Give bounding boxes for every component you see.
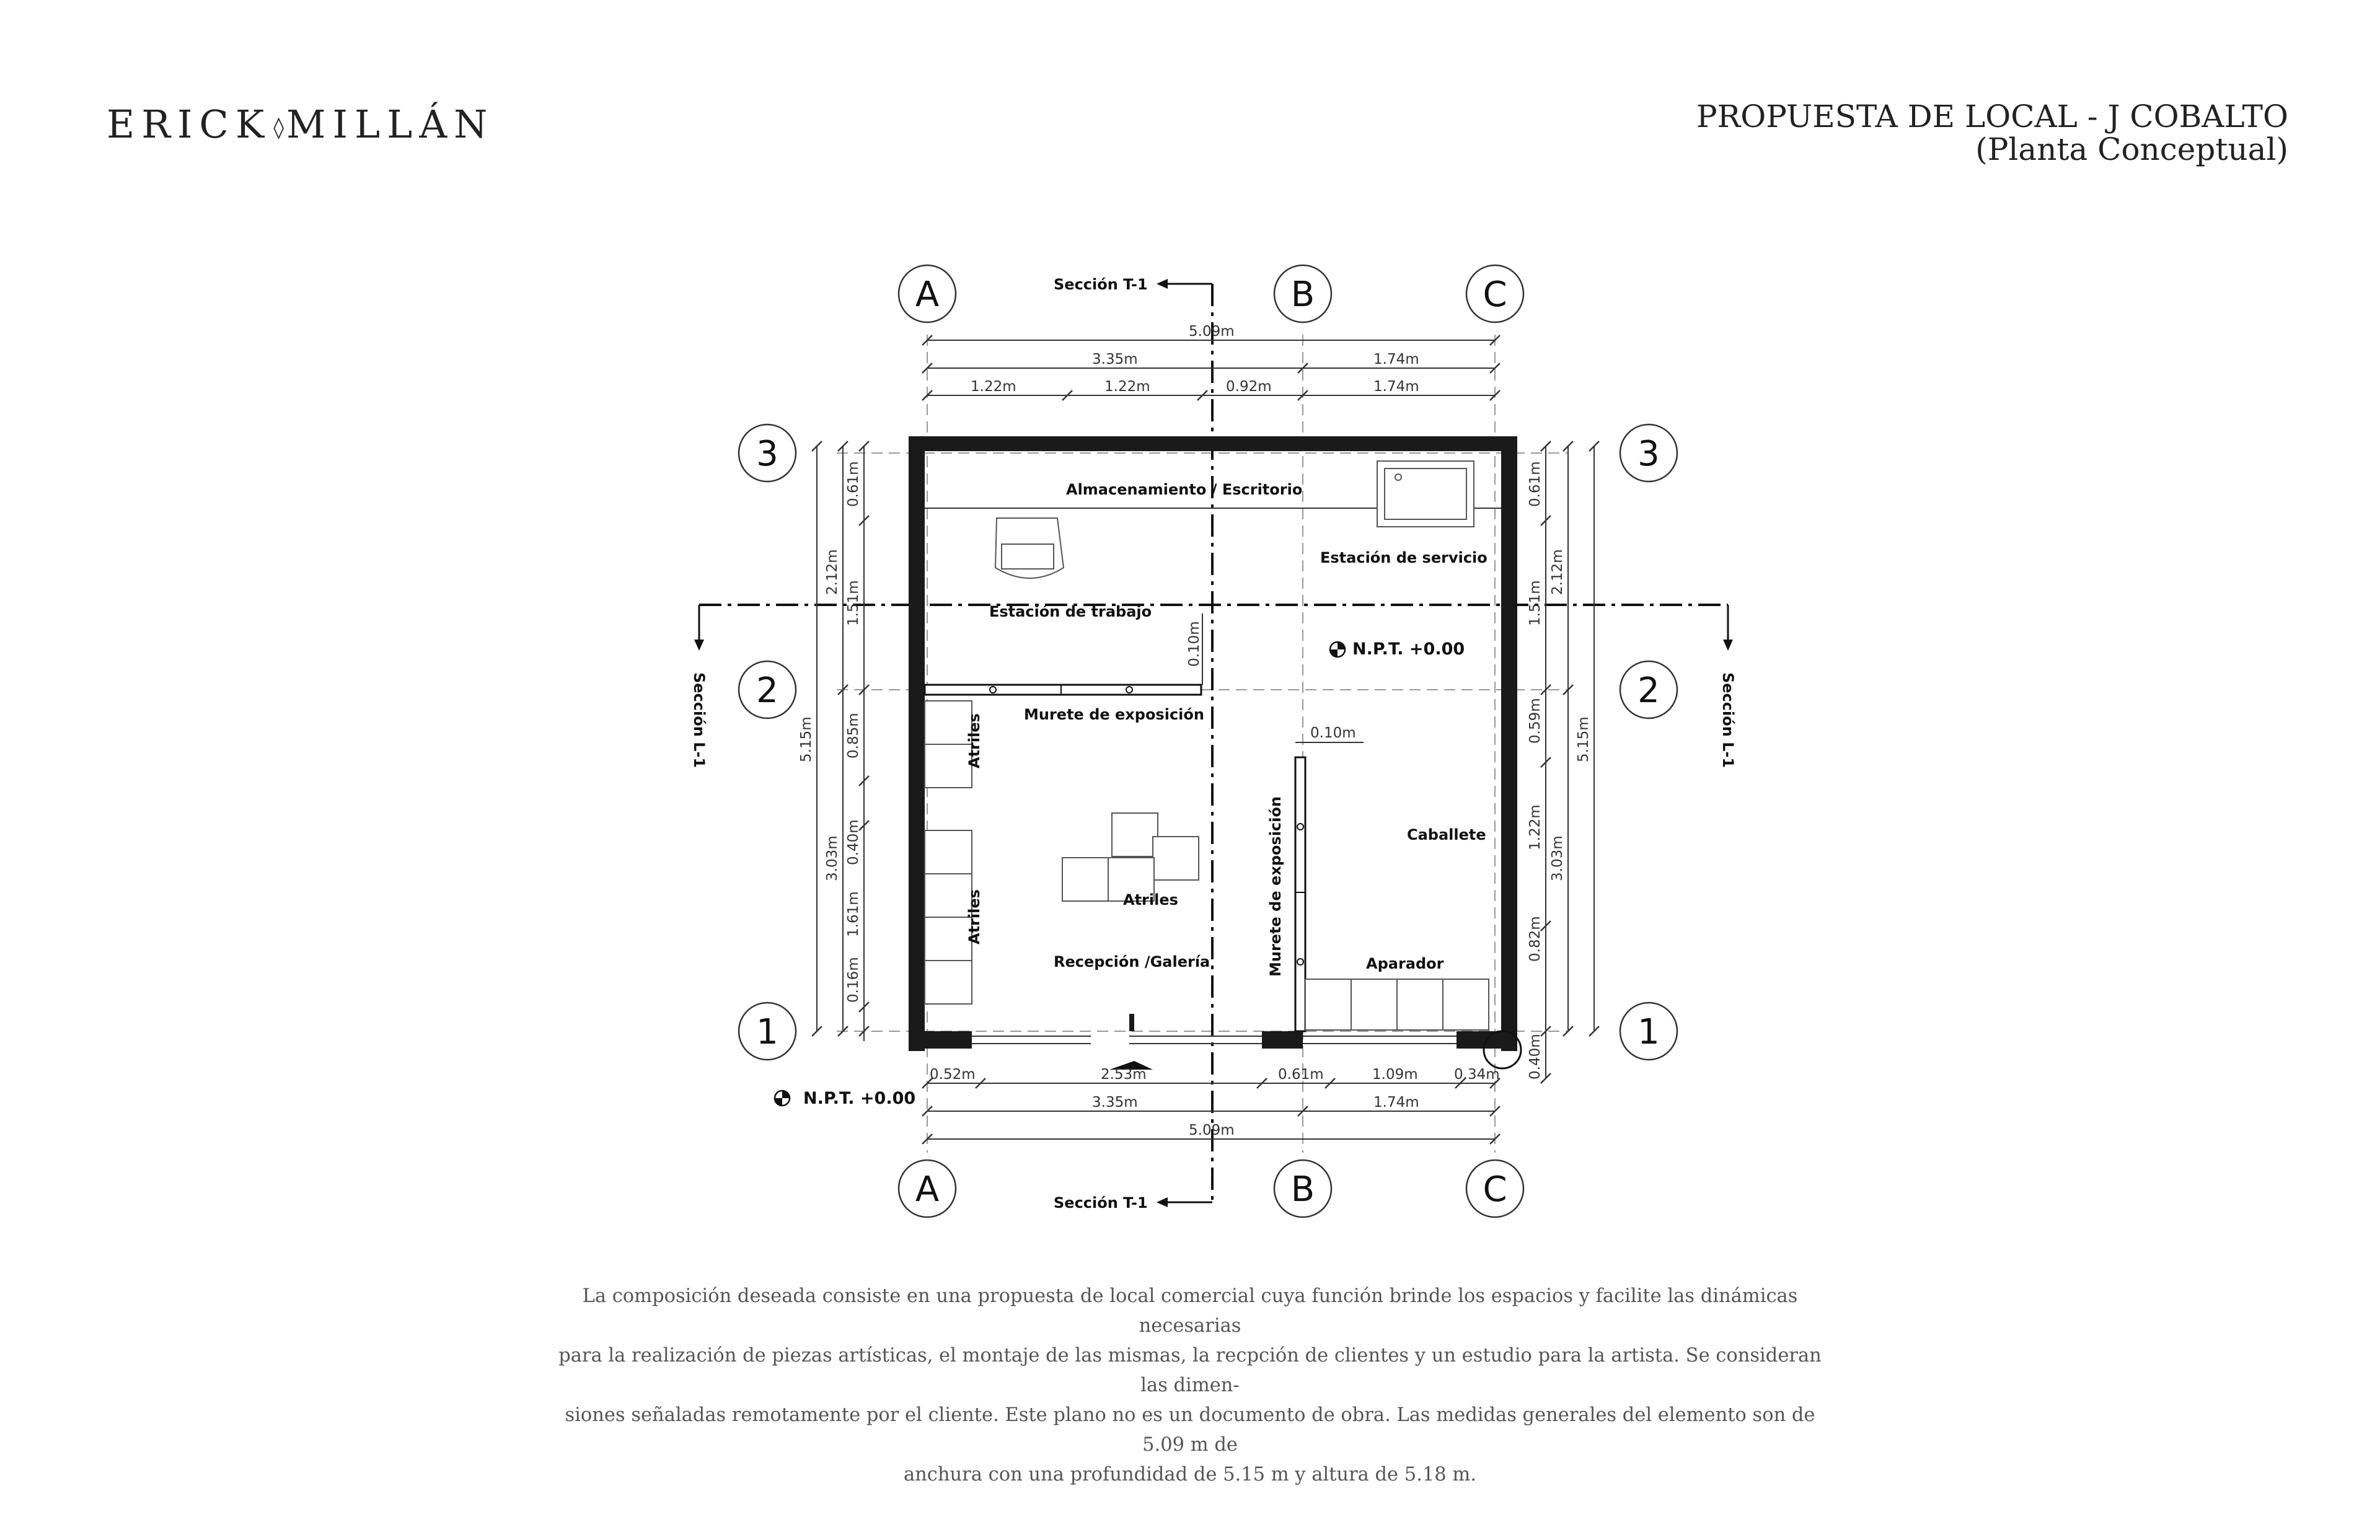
drawing-title: PROPUESTA DE LOCAL - J COBALTO — [1696, 99, 2288, 134]
description-paragraph — [545, 1282, 1835, 1490]
bubble-b-top: B — [1290, 275, 1315, 315]
bubble-2-left: 2 — [756, 671, 778, 711]
room-servicio: Estación de servicio — [1320, 549, 1488, 566]
description-line: para la realización de piezas artísticas, el montaje de las mismas, la recpción de clientes y un estudio para la artista. Se consideran las dimen- — [558, 1345, 1822, 1396]
dim-left-151: 1.51m — [845, 580, 862, 626]
dim-left-total: 5.15m — [798, 716, 814, 762]
dim-bottom-d4: 1.09m — [1372, 1067, 1418, 1083]
dim-right-total: 5.15m — [1576, 716, 1592, 762]
dim-top-d4: 1.74m — [1373, 379, 1419, 395]
room-trabajo: Estación de trabajo — [989, 603, 1152, 620]
dim-right-r21: 3.03m — [1549, 835, 1566, 881]
dim-right-059: 0.59m — [1527, 698, 1543, 744]
description-line: siones señaladas remotamente por el cliente. Este plano no es un documento de obra. Las medidas generales del elemento son de 5.09 m de — [565, 1404, 1815, 1456]
bubble-3-left: 3 — [756, 434, 778, 474]
dim-right-061: 0.61m — [1527, 461, 1543, 507]
logo-text-left: ERICK — [107, 102, 271, 147]
description-line: anchura con una profundidad de 5.15 m y altura de 5.18 m. — [903, 1464, 1477, 1485]
dim-left-r32: 2.12m — [824, 549, 840, 595]
room-atriles-top: Atriles — [966, 713, 983, 768]
room-murete-v: Murete de exposición — [1267, 796, 1284, 977]
dim-top-d2: 1.22m — [1104, 379, 1150, 395]
room-almacenamiento: Almacenamiento / Escritorio — [1066, 481, 1303, 498]
dim-bottom-d5: 0.34m — [1454, 1067, 1500, 1083]
dim-left-161: 1.61m — [845, 891, 862, 937]
dim-bottom-d3: 0.61m — [1278, 1067, 1324, 1083]
room-murete-h: Murete de exposición — [1024, 706, 1204, 723]
dims-left — [798, 441, 869, 1041]
dim-left-r21: 3.03m — [824, 835, 840, 881]
section-l1-left-label: Sección L-1 — [690, 672, 708, 768]
murete-horizontal — [925, 685, 1201, 695]
murete-vertical — [1295, 757, 1305, 1031]
bubble-3-right: 3 — [1637, 434, 1660, 474]
diamond-icon: ◊ — [273, 115, 284, 140]
section-t1-top-label: Sección T-1 — [1054, 276, 1148, 293]
dim-top-total: 5.09m — [1189, 323, 1235, 340]
room-atriles-bottom: Atriles — [966, 889, 983, 944]
dim-right-r32: 2.12m — [1549, 549, 1566, 595]
dim-right-122: 1.22m — [1527, 804, 1543, 850]
dim-right-082: 0.82m — [1527, 916, 1543, 962]
dim-bottom-bc: 1.74m — [1373, 1094, 1419, 1111]
dim-left-085: 0.85m — [845, 713, 862, 759]
bubble-2-right: 2 — [1637, 671, 1660, 711]
dim-right-151: 1.51m — [1527, 580, 1543, 626]
bubble-b-bottom: B — [1290, 1169, 1315, 1210]
dim-top-d1: 1.22m — [971, 379, 1016, 395]
dim-bottom-d2: 2.53m — [1101, 1067, 1147, 1083]
bubble-1-left: 1 — [756, 1012, 778, 1052]
dim-left-061: 0.61m — [845, 461, 862, 507]
dim-top-d3: 0.92m — [1226, 379, 1272, 395]
description-line: La composición deseada consiste en una propuesta de local comercial cuya función brinde los espacios y facilite las dinámicas necesarias — [582, 1285, 1798, 1337]
dim-bottom-ab: 3.35m — [1092, 1094, 1138, 1111]
dim-top-ab: 3.35m — [1092, 351, 1138, 367]
dim-left-040: 0.40m — [845, 819, 862, 865]
drawing-subtitle: (Planta Conceptual) — [1975, 131, 2288, 167]
logo-text-right: MILLÁN — [286, 102, 495, 147]
dim-bottom-d1: 0.52m — [930, 1067, 976, 1083]
bubble-a-top: A — [915, 275, 940, 315]
bubble-c-top: C — [1483, 275, 1507, 315]
dims-right — [1527, 441, 1599, 1083]
dim-left-016: 0.16m — [845, 957, 862, 1003]
room-caballete: Caballete — [1407, 826, 1486, 843]
bubble-a-bottom: A — [915, 1169, 940, 1210]
dim-wall-thick: 0.10m — [1310, 725, 1356, 741]
dim-murete-gap: 0.10m — [1186, 621, 1202, 667]
room-aparador: Aparador — [1366, 955, 1444, 972]
bubble-1-right: 1 — [1637, 1012, 1660, 1052]
section-l1-right-label: Sección L-1 — [1719, 672, 1737, 768]
bubble-c-bottom: C — [1483, 1169, 1507, 1210]
room-atriles-mid: Atriles — [1123, 891, 1178, 909]
dim-top-bc: 1.74m — [1373, 351, 1419, 367]
npt-inner-label: N.P.T. +0.00 — [1352, 640, 1465, 659]
room-recepcion: Recepción /Galería — [1054, 953, 1210, 970]
dim-bottom-total: 5.09m — [1189, 1122, 1235, 1138]
npt-outer-label: N.P.T. +0.00 — [803, 1089, 916, 1108]
dim-right-040: 0.40m — [1527, 1034, 1543, 1080]
section-t1-bottom-label: Sección T-1 — [1054, 1194, 1148, 1212]
